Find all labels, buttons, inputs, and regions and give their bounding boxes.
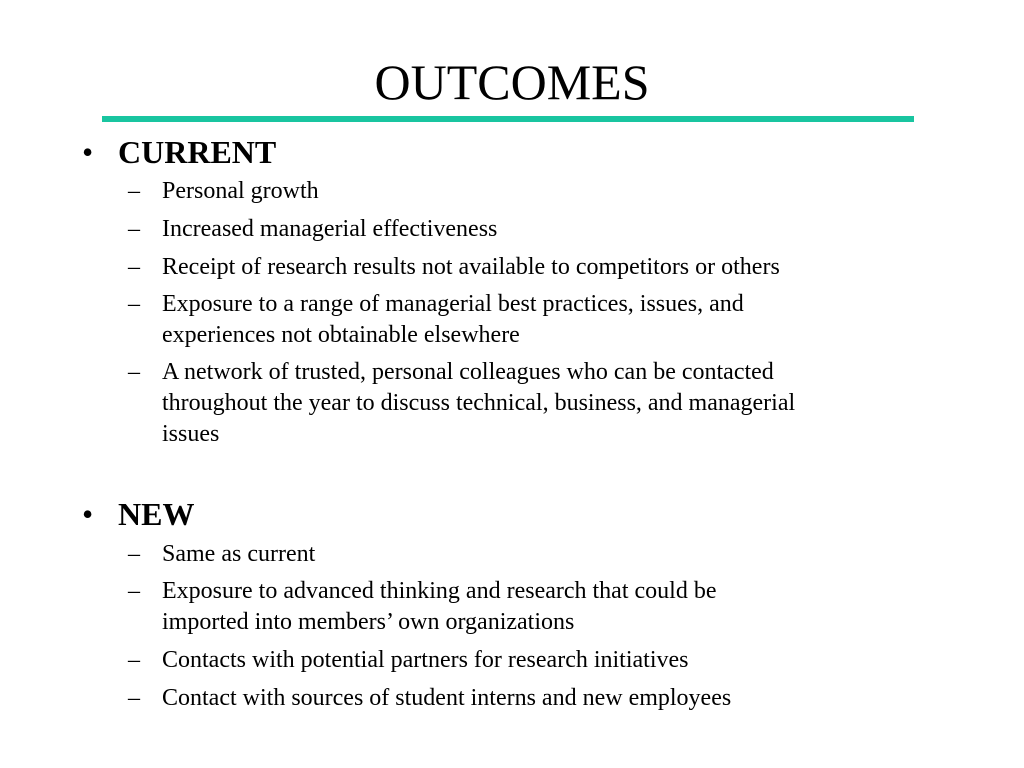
item-line: A network of trusted, personal colleagues who can be contacted	[162, 359, 774, 385]
item-line: Same as current	[162, 541, 316, 567]
dash-icon: –	[128, 359, 140, 385]
title-underline	[102, 116, 914, 122]
dash-icon: –	[128, 541, 140, 567]
section-heading-current: CURRENT	[118, 134, 277, 170]
dash-icon: –	[128, 254, 140, 280]
item-line: Contacts with potential partners for research initiatives	[162, 647, 689, 673]
section-heading-new: NEW	[118, 496, 195, 532]
slide-title: OUTCOMES	[374, 54, 650, 110]
item-line: issues	[162, 421, 220, 447]
item-line: Exposure to advanced thinking and research that could be	[162, 578, 717, 604]
bullet-icon: •	[82, 134, 94, 170]
dash-icon: –	[128, 178, 140, 204]
item-line: throughout the year to discuss technical, business, and managerial	[162, 390, 796, 416]
item-line: imported into members’ own organizations	[162, 609, 575, 635]
item-line: Personal growth	[162, 178, 319, 204]
item-line: Receipt of research results not available to competitors or others	[162, 254, 780, 280]
dash-icon: –	[128, 647, 140, 673]
item-line: experiences not obtainable elsewhere	[162, 322, 520, 348]
item-line: Increased managerial effectiveness	[162, 216, 498, 242]
item-line: Contact with sources of student interns and new employees	[162, 685, 732, 711]
dash-icon: –	[128, 216, 140, 242]
bullet-icon: •	[82, 496, 94, 532]
dash-icon: –	[128, 685, 140, 711]
dash-icon: –	[128, 578, 140, 604]
item-line: Exposure to a range of managerial best practices, issues, and	[162, 291, 744, 317]
dash-icon: –	[128, 291, 140, 317]
